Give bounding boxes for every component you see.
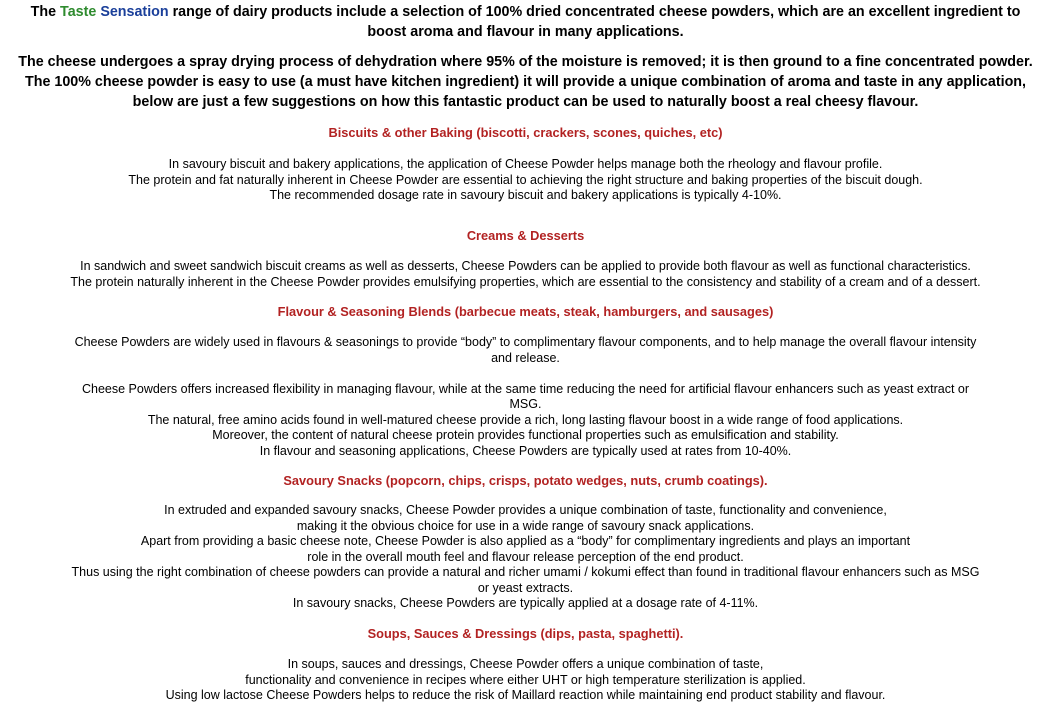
body-line: In savoury biscuit and bakery applications, the application of Cheese Powder helps manage both the rheology and flavour profile. [168,157,883,171]
body-line: Cheese Powders are widely used in flavours & seasonings to provide “body” to complimentary flavour components, and to help manage the overall flavour intensity [74,335,977,349]
section-body-creams [0,259,1051,290]
body-line: or yeast extracts. [477,580,574,595]
body-line: In flavour and seasoning applications, Cheese Powders are typically used at rates from 10-40%. [259,443,792,458]
section-heading-snacks: Savoury Snacks (popcorn, chips, crisps, potato wedges, nuts, crumb coatings). [283,473,768,488]
body-line: The natural, free amino acids found in well-matured cheese provide a rich, long lasting flavour boost in a wide range of food applications. [147,412,904,427]
intro-p2-line: The 100% cheese powder is easy to use (a must have kitchen ingredient) it will provide a unique combination of aroma and taste in any application, [24,74,1027,90]
section-body-snacks [0,503,1051,612]
intro-p1-line-1: The Taste Sensation range of dairy products include a selection of 100% dried concentrated cheese powders, which are an excellent ingredient to [30,4,1021,20]
section-heading-biscuits: Biscuits & other Baking (biscotti, crackers, scones, quiches, etc) [328,125,723,140]
body-line: Using low lactose Cheese Powders helps to reduce the risk of Maillard reaction while maintaining end product stability and flavour. [165,688,886,702]
section-heading-soups: Soups, Sauces & Dressings (dips, pasta, spaghetti). [367,626,684,641]
intro-paragraph-1 [0,2,1051,42]
intro-paragraph-2 [0,52,1051,112]
body-line: The recommended dosage rate in savoury biscuit and bakery applications is typically 4-10%. [269,188,782,202]
brand-sensation: Sensation [100,4,169,20]
body-line: The protein naturally inherent in the Cheese Powder provides emulsifying properties, which are essential to the consistency and stability of a cream and of a dessert. [70,274,981,289]
body-line: and release. [491,350,560,365]
section-body-biscuits [0,157,1051,204]
body-line [0,366,1051,382]
body-line: Apart from providing a basic cheese note, Cheese Powder is also applied as a “body” for complimentary ingredients and plays an important [140,534,911,548]
body-line: MSG. [509,397,542,411]
body-line: In savoury snacks, Cheese Powders are typically applied at a dosage rate of 4-11%. [292,596,759,610]
brand-taste: Taste [60,4,97,20]
section-heading-flavour: Flavour & Seasoning Blends (barbecue meats, steak, hamburgers, and sausages) [277,304,774,319]
intro-p2-line: below are just a few suggestions on how this fantastic product can be used to naturally boost a real cheesy flavour. [132,94,919,110]
intro-p2-line: The cheese undergoes a spray drying process of dehydration where 95% of the moisture is removed; it is then ground to a fine concentrated powder. [18,54,1033,70]
section-body-flavour [0,335,1051,459]
body-line: In extruded and expanded savoury snacks, Cheese Powder provides a unique combination of taste, functionality and convenience, [164,503,887,517]
body-line: Moreover, the content of natural cheese protein provides functional properties such as emulsification and stability. [212,428,839,442]
body-line: making it the obvious choice for use in a wide range of savoury snack applications. [296,518,755,533]
body-line: Cheese Powders offers increased flexibility in managing flavour, while at the same time reducing the need for artificial flavour enhancers such as yeast extract or [81,381,970,396]
body-line: The protein and fat naturally inherent in Cheese Powder are essential to achieving the right structure and baking properties of the biscuit dough. [128,172,923,187]
body-line: functionality and convenience in recipes where either UHT or high temperature sterilization is applied. [245,672,806,687]
section-heading-creams: Creams & Desserts [466,228,585,243]
body-line: In sandwich and sweet sandwich biscuit creams as well as desserts, Cheese Powders can be applied to provide both flavour as well as functional characteristics. [80,259,971,273]
intro-p1-line-2: boost aroma and flavour in many applications. [367,24,684,40]
body-line: In soups, sauces and dressings, Cheese Powder offers a unique combination of taste, [287,657,764,671]
section-body-soups [0,657,1051,704]
body-line: Thus using the right combination of cheese powders can provide a natural and richer umami / kokumi effect than found in traditional flavour enhancers such as MSG [71,565,980,579]
body-line: role in the overall mouth feel and flavour release perception of the end product. [307,549,744,564]
